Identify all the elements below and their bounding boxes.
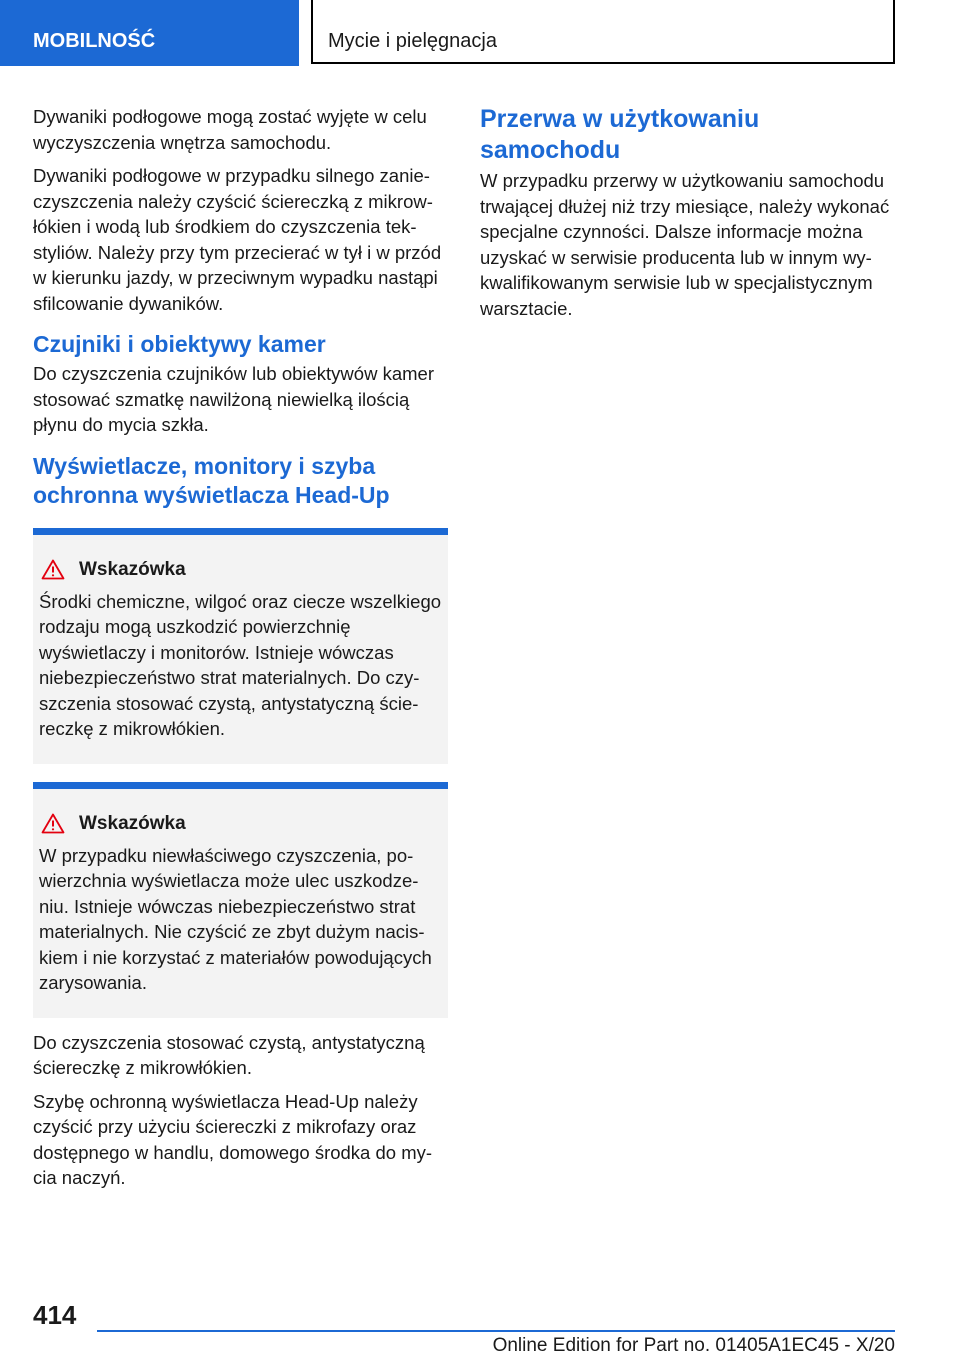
intro-paragraph-1: Dywaniki podłogowe mogą zostać wyjęte w celu wyczyszczenia wnętrza samochodu.: [33, 106, 427, 153]
break-paragraph: W przypadku przerwy w użytkowaniu samochodu trwającej dłużej niż trzy miesiące, należy wykonać specjalne czynności. Dalsze informacje można uzyskać w serwisie producenta lub w innym wykwalifikowanym serwisie lub w specjalistycznym warsztacie.: [480, 170, 890, 319]
left-column: [33, 104, 448, 1199]
warning-triangle-icon: [41, 813, 65, 834]
section-tab: MOBILNOŚĆ: [0, 0, 299, 66]
notice-title: Wskazówka: [79, 558, 186, 580]
page-header: [0, 0, 960, 66]
intro-paragraph-2: Dywaniki podłogowe w przypadku silnego zanieczyszczenia należy czyścić ściereczką z mikrowłókien i wodą lub środkiem do czyszczenia tekstyliów. Należy przy tym przecierać w tył i w przód w kierunku jazdy, w przeciwnym wypadku nastąpi sfilcowanie dywaników.: [33, 165, 442, 314]
footer-edition: Online Edition for Part no. 01405A1EC45 - X/20: [492, 1335, 895, 1356]
notice-title: Wskazówka: [79, 812, 186, 834]
warning-triangle-icon: [41, 559, 65, 580]
displays-paragraph-1: Do czyszczenia stosować czystą, antystatyczną ściereczkę z mikrowłókien.: [33, 1031, 425, 1078]
notice-text: W przypadku niewłaściwego czyszczenia, powierzchnia wyświetlacza może ulec uszkodzeniu. Istnieje wówczas niebezpieczeństwo strat materialnych. Nie czyścić ze zbyt dużym naciskiem i nie korzystać z materiałów powodujących zarysowania.: [39, 844, 432, 993]
displays-paragraph-2: Szybę ochronną wyświetlacza Head-Up należy czyścić przy użyciu ściereczki z mikrofazy oraz dostępnego w handlu, domowego środka do mycia naczyń.: [33, 1090, 433, 1188]
heading-displays: Wyświetlacze, monitory i szyba ochronna wyświetlacza Head-Up: [33, 452, 390, 508]
chapter-title: Mycie i pielęgnacja: [311, 0, 895, 64]
heading-sensors: Czujniki i obiektywy kamer: [33, 331, 326, 357]
right-column: [480, 104, 895, 329]
sensors-paragraph: Do czyszczenia czujników lub obiektywów kamer stosować szmatkę nawilżoną niewielką ilością płynu do mycia szkła.: [33, 363, 434, 435]
footer-divider: [97, 1330, 895, 1332]
notice-box-2: [33, 782, 448, 1018]
notice-box-1: [33, 528, 448, 764]
heading-break-in-use: Przerwa w użytkowaniu samochodu: [480, 105, 760, 164]
notice-header: [39, 559, 442, 581]
notice-header: [39, 813, 442, 835]
page-number: 414: [33, 1300, 77, 1330]
notice-text: Środki chemiczne, wilgoć oraz ciecze wszelkiego rodzaju mogą uszkodzić powierzchnię wyświetlaczy i monitorów. Istnieje wówczas niebezpieczeństwo strat materialnych. Do czyszczenia stosować czystą, antystatyczną ściereczkę z mikrowłókien.: [39, 590, 442, 739]
